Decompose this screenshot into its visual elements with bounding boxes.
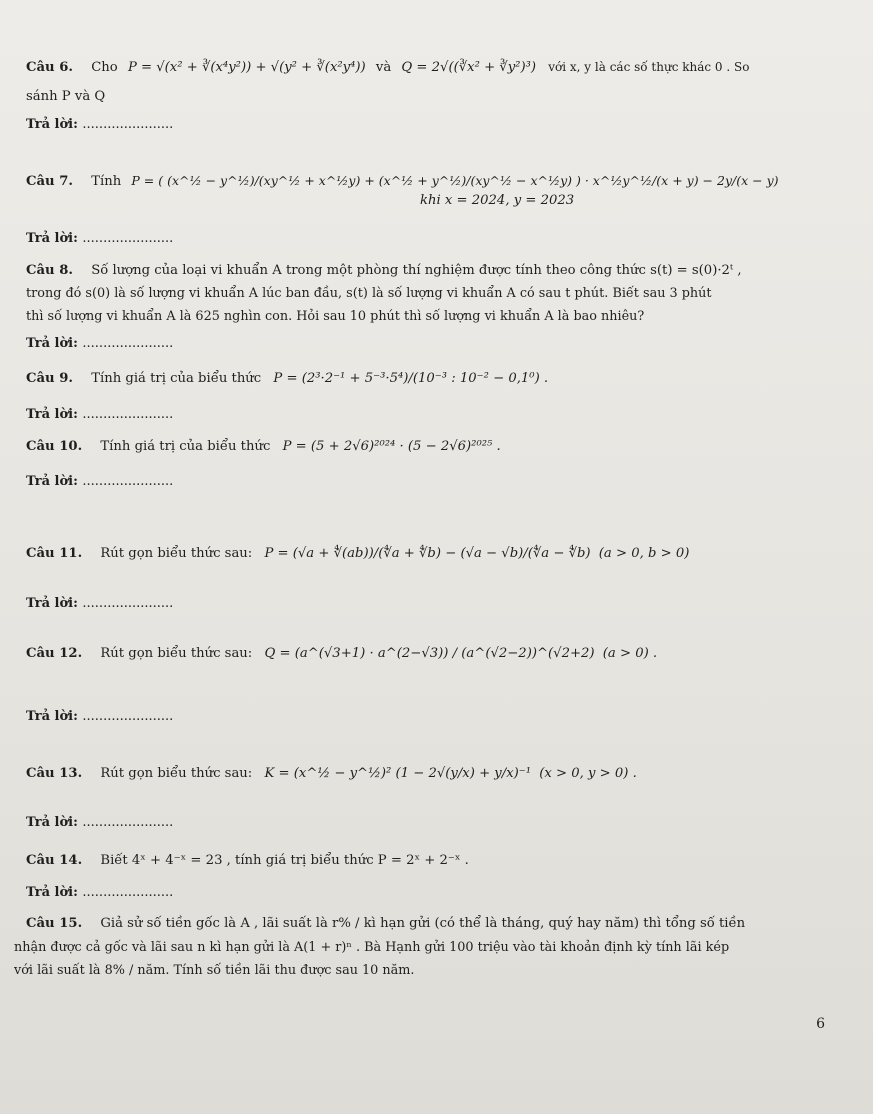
question-8: Câu 8. Số lượng của loại vi khuẩn A trong một phòng thí nghiệm được tính theo công thức s(t) = s(0)·2ᵗ , xyxy=(26,263,742,278)
question-9: Câu 9. Tính giá trị của biểu thức P = (2³·2⁻¹ + 5⁻³·5⁴)/(10⁻³ : 10⁻² − 0,1⁰) . xyxy=(26,371,549,386)
question-7-condition: khi x = 2024, y = 2023 xyxy=(420,193,575,208)
answer-line: Trả lời: ...................... xyxy=(26,885,174,900)
answer-line: Trả lời: ...................... xyxy=(26,709,174,724)
page-number: 6 xyxy=(816,1016,825,1032)
question-6-line2: sánh P và Q xyxy=(26,89,106,104)
formula-p: P = (2³·2⁻¹ + 5⁻³·5⁴)/(10⁻³ : 10⁻² − 0,1⁰) . xyxy=(273,371,549,386)
question-10: Câu 10. Tính giá trị của biểu thức P = (5 + 2√6)²⁰²⁴ · (5 − 2√6)²⁰²⁵ . xyxy=(26,439,501,454)
formula-p: P = (√a + ∜(ab))/(∜a + ∜b) − (√a − √b)/(∜a − ∜b) xyxy=(264,546,591,561)
question-13: Câu 13. Rút gọn biểu thức sau: K = (x^½ − y^½)² (1 − 2√(y/x) + y/x)⁻¹ (x > 0, y > 0) . xyxy=(26,766,637,781)
formula-q: Q = 2√((∛x² + ∛y²)³) xyxy=(401,60,537,75)
answer-line: Trả lời: ...................... xyxy=(26,117,174,132)
answer-line: Trả lời: ...................... xyxy=(26,407,174,422)
question-14: Câu 14. Biết 4ˣ + 4⁻ˣ = 23 , tính giá trị biểu thức P = 2ˣ + 2⁻ˣ . xyxy=(26,853,469,868)
question-6: Câu 6. Cho P = √(x² + ∛(x⁴y²)) + √(y² + ∛(x²y⁴)) và Q = 2√((∛x² + ∛y²)³) với x, y là các số thực khác 0 . So xyxy=(26,60,750,75)
formula-p: P = (5 + 2√6)²⁰²⁴ · (5 − 2√6)²⁰²⁵ . xyxy=(282,439,501,454)
question-7: Câu 7. Tính P = ( (x^½ − y^½)/(xy^½ + x^½y) + (x^½ + y^½)/(xy^½ − x^½y) ) · x^½y^½/(x + y) − 2y/(x − y) xyxy=(26,173,779,189)
question-12: Câu 12. Rút gọn biểu thức sau: Q = (a^(√3+1) · a^(2−√3)) / (a^(√2−2))^(√2+2) (a > 0) . xyxy=(26,646,658,661)
answer-line: Trả lời: ...................... xyxy=(26,231,174,246)
question-label: Câu 6. xyxy=(26,60,73,75)
question-11: Câu 11. Rút gọn biểu thức sau: P = (√a + ∜(ab))/(∜a + ∜b) − (√a − √b)/(∜a − ∜b) (a > 0, b > 0) xyxy=(26,546,690,561)
answer-line: Trả lời: ...................... xyxy=(26,815,174,830)
answer-line: Trả lời: ...................... xyxy=(26,336,174,351)
answer-line: Trả lời: ...................... xyxy=(26,474,174,489)
formula-p: P = √(x² + ∛(x⁴y²)) + √(y² + ∛(x²y⁴)) xyxy=(127,60,366,75)
worksheet-page: Câu 6. Cho P = √(x² + ∛(x⁴y²)) + √(y² + ∛(x²y⁴)) và Q = 2√((∛x² + ∛y²)³) với x, y là các số thực khác 0 . So sánh P và Q Trả lời: ...................... Câu 7. Tính P = ( (x^½ − y^½)/(xy^½ + x^½y) + (x^½ + y^½)/(xy^½ − x^½y) ) · x^½y^½/(x + y) − 2y/(x − y) khi x = 2024, y = 2023 Trả lời: ...................... Câu 8. Số lượng của loại vi khuẩn A trong một phòng thí nghiệm được tính theo công thức s(t) = s(0)·2ᵗ , trong đó s(0) là số lượng vi khuẩn A lúc ban đầu, s(t) là số lượng vi khuẩn A có sau t phút. Biết sau 3 phút thì số lượng vi khuẩn A là 625 nghìn con. Hỏi sau 10 phút thì số lượng vi khuẩn A là bao nhiêu? Trả lời: ...................... Câu 9. Tính giá trị của biểu thức P = (2³·2⁻¹ + 5⁻³·5⁴)/(10⁻³ : 10⁻² − 0,1⁰) . Trả lời: ...................... Câu 10. Tính giá trị của biểu thức P = (5 + 2√6)²⁰²⁴ · (5 − 2√6)²⁰²⁵ . Trả lời: ...................... Câu 11. Rút gọn biểu thức sau: P = (√a + ∜(ab))/(∜a + ∜b) − (√a − √b)/(∜a − ∜b) (a > 0, b > 0) Trả lời: ...................... Câu 12. Rút gọn biểu thức sau: Q = (a^(√3+1) · a^(2−√3)) / (a^(√2−2))^(√2+2) (a > 0) . Trả lời: ...................... Câu 13. Rút gọn biểu thức sau: K = (x^½ − y^½)² (1 − 2√(y/x) + y/x)⁻¹ (x > 0, y > 0) . Trả lời: ...................... Câu 14. Biết 4ˣ + 4⁻ˣ = 23 , tính giá trị biểu thức P = 2ˣ + 2⁻ˣ . Trả lời: ...................... Câu 15. Giả sử số tiền gốc là A , lãi suất là r% / kì hạn gửi (có thể là tháng, quý hay năm) thì tổng số tiền nhận được cả gốc và lãi sau n kì hạn gửi là A(1 + r)ⁿ . Bà Hạnh gửi 100 triệu vào tài khoản định kỳ tính lãi kép với lãi suất là 8% / năm. Tính số tiền lãi thu được sau 10 năm. 6 xyxy=(0,0,873,1114)
question-15: Câu 15. Giả sử số tiền gốc là A , lãi suất là r% / kì hạn gửi (có thể là tháng, quý hay năm) thì tổng số tiền xyxy=(26,916,746,931)
formula-p: P = ( (x^½ − y^½)/(xy^½ + x^½y) + (x^½ + y^½)/(xy^½ − x^½y) ) · x^½y^½/(x + y) − 2y/(x − y) xyxy=(131,173,779,188)
answer-line: Trả lời: ...................... xyxy=(26,596,174,611)
formula-q: Q = (a^(√3+1) · a^(2−√3)) / (a^(√2−2))^(√2+2) xyxy=(264,646,595,661)
formula-k: K = (x^½ − y^½)² (1 − 2√(y/x) + y/x)⁻¹ xyxy=(264,766,532,781)
